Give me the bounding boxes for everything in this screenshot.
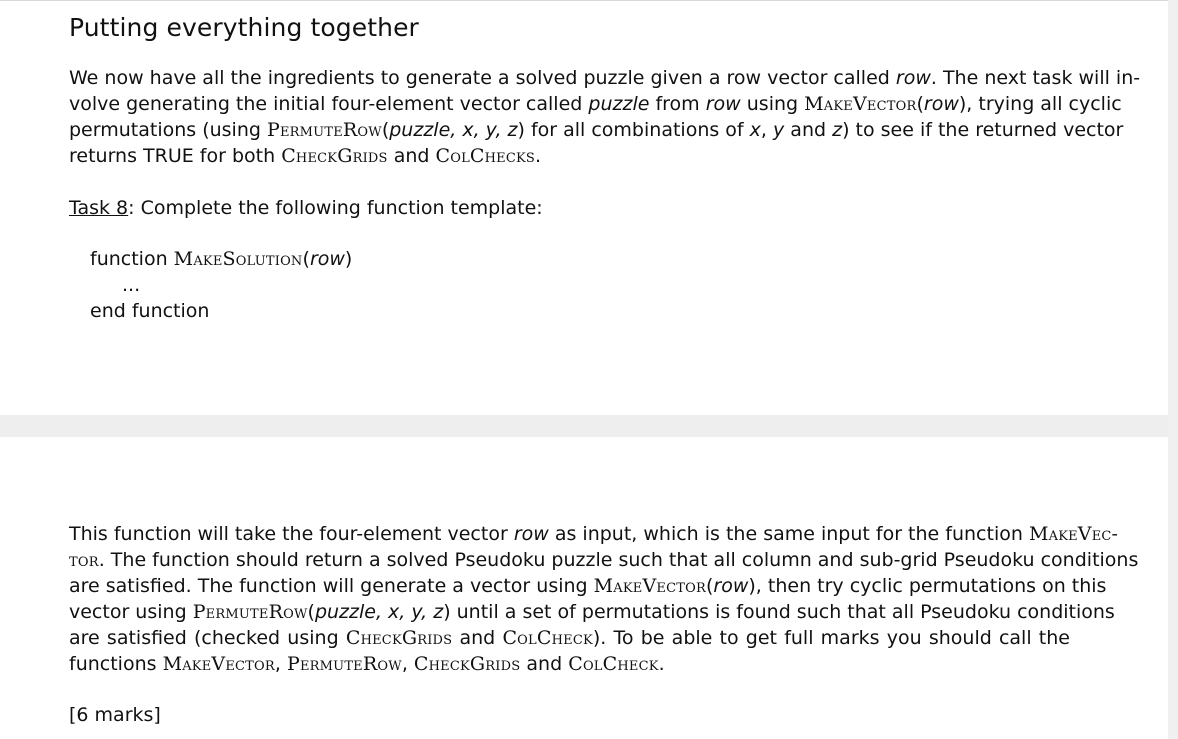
page-gap	[0, 414, 1168, 437]
desc-line-2: tor. The function should return a solved Pseudoku puzzle such that all column and sub-grid Pseudoku conditions	[69, 549, 1139, 571]
intro-line-1: We now have all the ingredients to generate a solved puzzle given a row vector called row. The next task will in-	[69, 67, 1141, 89]
desc-line-3: are satisfied. The function will generate a vector using MakeVector(row), then try cyclic permutations on this	[69, 575, 1107, 597]
section-title: Putting everything together	[69, 13, 419, 42]
desc-line-5: are satisfied (checked using CheckGrids and ColCheck). To be able to get full marks you should call the	[69, 627, 1070, 649]
code-line-3: end function	[90, 300, 210, 322]
intro-line-4: returns TRUE for both CheckGrids and ColChecks.	[69, 145, 542, 167]
task-line: Task 8: Complete the following function template:	[69, 197, 543, 219]
desc-line-4: vector using PermuteRow(puzzle, x, y, z) until a set of permutations is found such that all Pseudoku conditions	[69, 601, 1115, 623]
intro-line-3: permutations (using PermuteRow(puzzle, x, y, z) for all combinations of x, y and z) to see if the returned vector	[69, 119, 1124, 141]
description-paragraph	[69, 521, 1139, 677]
intro-line-2: volve generating the initial four-element vector called puzzle from row using MakeVector(row), trying all cyclic	[69, 93, 1122, 115]
desc-line-1: This function will take the four-element vector row as input, which is the same input for the function MakeVec-	[69, 523, 1119, 545]
task-label: Task 8	[69, 197, 129, 219]
document-page-2	[0, 437, 1168, 739]
scrollbar-track[interactable]	[1168, 0, 1178, 739]
marks-label: [6 marks]	[69, 704, 161, 726]
intro-paragraph	[69, 65, 1141, 169]
code-line-1: function MakeSolution(row)	[90, 248, 353, 270]
function-template	[90, 246, 352, 324]
desc-line-6: functions MakeVector, PermuteRow, CheckGrids and ColCheck.	[69, 653, 665, 675]
code-line-2: ...	[122, 274, 141, 296]
task-statement	[69, 195, 1070, 221]
